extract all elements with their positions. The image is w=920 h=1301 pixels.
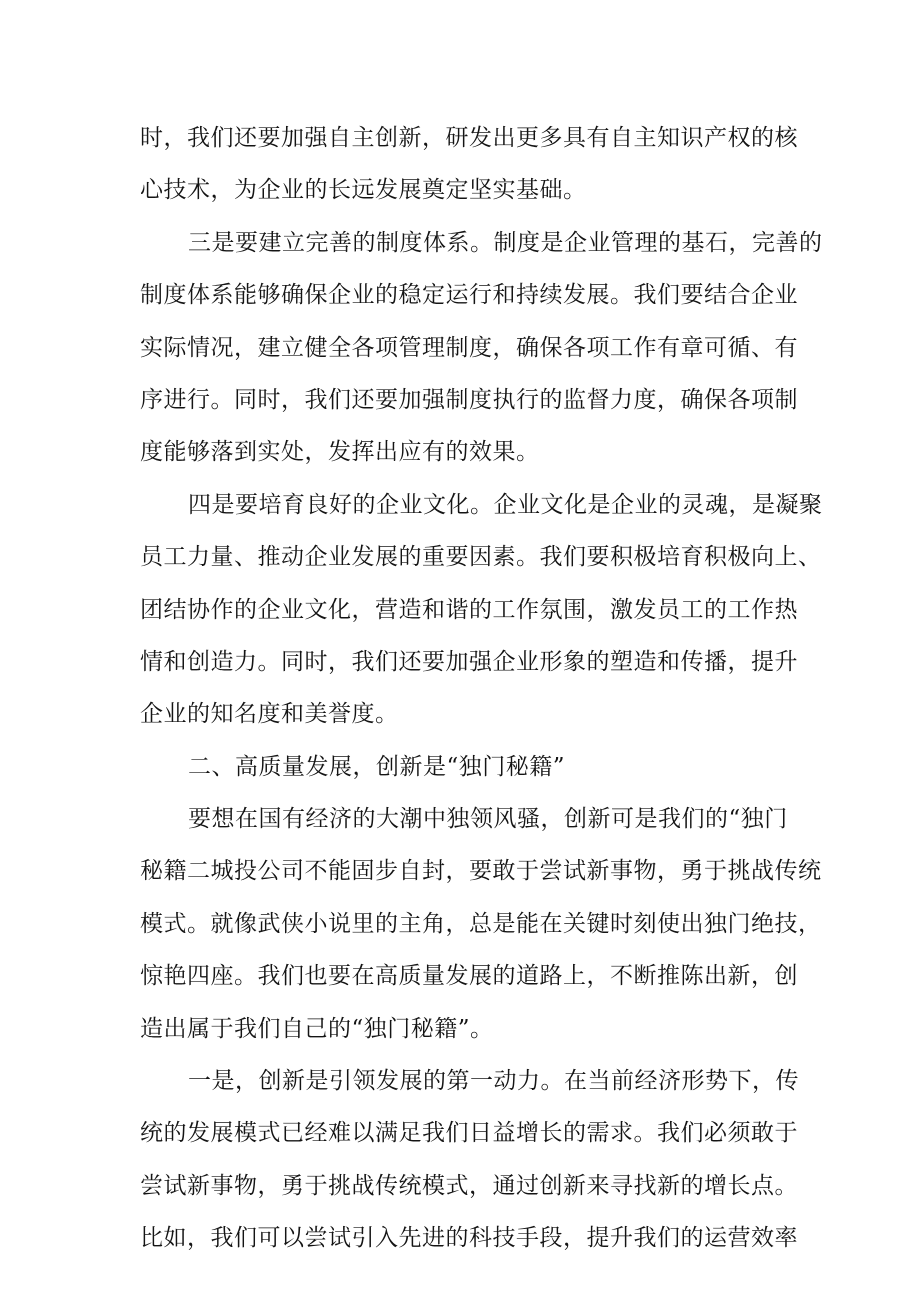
text-line: 制度体系能够确保企业的稳定运行和持续发展。我们要结合企业	[140, 282, 798, 309]
text-line: 实际情况，建立健全各项管理制度，确保各项工作有章可循、有	[140, 334, 798, 361]
body-text	[140, 112, 823, 1265]
text-line: 度能够落到实处，发挥出应有的效果。	[140, 439, 540, 466]
text-line: 序进行。同时，我们还要加强制度执行的监督力度，确保各项制	[140, 386, 798, 413]
text-line: 员工力量、推动企业发展的重要因素。我们要积极培育积极向上、	[140, 544, 822, 571]
text-line: 模式。就像武侠小说里的主角，总是能在关键时刻使出独门绝技，	[140, 910, 822, 937]
paragraph-start-line: 四是要培育良好的企业文化。企业文化是企业的灵魂，是凝聚	[188, 491, 823, 518]
paragraph-start-line: 三是要建立完善的制度体系。制度是企业管理的基石，完善的	[188, 229, 823, 256]
text-line: 造出属于我们自己的“独门秘籍”。	[140, 1015, 494, 1042]
text-line: 团结协作的企业文化，营造和谐的工作氛围，激发员工的工作热	[140, 596, 798, 623]
text-line: 统的发展模式已经难以满足我们日益增长的需求。我们必须敢于	[140, 1120, 798, 1147]
text-line: 秘籍二城投公司不能固步自封，要敢于尝试新事物，勇于挑战传统	[140, 858, 822, 885]
text-line: 尝试新事物，勇于挑战传统模式，通过创新来寻找新的增长点。	[140, 1172, 798, 1199]
text-line: 时，我们还要加强自主创新，研发出更多具有自主知识产权的核	[140, 125, 798, 151]
paragraph-start-line: 要想在国有经济的大潮中独领风骚，创新可是我们的“独门	[188, 806, 788, 833]
text-line: 企业的知名度和美誉度。	[140, 701, 399, 728]
paragraph-start-line: 一是，创新是引领发展的第一动力。在当前经济形势下，传	[188, 1068, 799, 1095]
text-line: 心技术，为企业的长远发展奠定坚实基础。	[140, 177, 587, 204]
text-line: 惊艳四座。我们也要在高质量发展的道路上，不断推陈出新，创	[140, 963, 798, 990]
text-line: 比如，我们可以尝试引入先进的科技手段，提升我们的运营效率	[140, 1225, 798, 1252]
text-line: 情和创造力。同时，我们还要加强企业形象的塑造和传播，提升	[140, 648, 798, 675]
section-heading: 二、高质量发展，创新是“独门秘籍”	[188, 753, 566, 780]
